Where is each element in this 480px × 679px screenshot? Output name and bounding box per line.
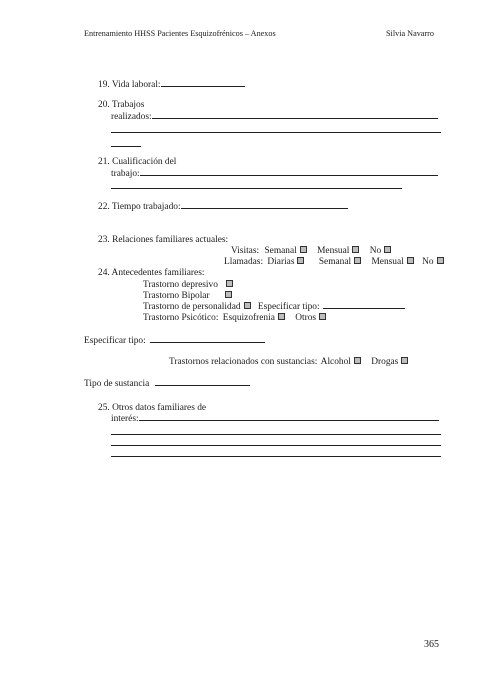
especificar-tipo-label: Especificar tipo: — [257, 302, 320, 312]
q20-row — [111, 113, 438, 122]
q19-label: 19. Vida laboral: — [98, 80, 161, 90]
tipo-sustancia-field[interactable] — [155, 384, 250, 386]
q25-label: 25. Otros datos familiares de — [98, 403, 207, 413]
llamadas-semanal-label: Semanal — [318, 257, 352, 267]
q20-field-1[interactable] — [152, 117, 438, 119]
drogas-label: Drogas — [371, 357, 399, 367]
sustancias-label: Trastornos relacionados con sustancias: — [169, 357, 318, 367]
q21-field-1[interactable] — [140, 174, 438, 176]
q19-field[interactable] — [161, 85, 245, 87]
llamadas-mensual-checkbox[interactable] — [407, 257, 414, 264]
depresivo-label: Trastorno depresivo — [143, 280, 218, 290]
q25-field-2[interactable] — [111, 434, 441, 435]
visitas-mensual-checkbox[interactable] — [352, 246, 359, 253]
q22-label: 22. Tiempo trabajado: — [98, 202, 181, 212]
personalidad-label: Trastorno de personalidad — [143, 302, 241, 312]
visitas-no-checkbox[interactable] — [384, 246, 391, 253]
q25-row — [111, 415, 439, 424]
especificar-tipo-field[interactable] — [323, 307, 405, 309]
visitas-semanal-checkbox[interactable] — [300, 246, 307, 253]
especificar-label: Especificar tipo: — [84, 336, 146, 346]
depresivo-checkbox[interactable] — [226, 280, 233, 287]
q21-label: 21. Cualificación del — [98, 157, 177, 167]
q24-psicotico-row — [143, 314, 326, 323]
llamadas-no-label: No — [422, 257, 434, 267]
otros-label: Otros — [295, 313, 317, 323]
visitas-semanal-label: Semanal — [264, 246, 297, 256]
drogas-checkbox[interactable] — [401, 357, 408, 364]
header-left: Entrenamiento HHSS Pacientes Esquizofrénicos – Anexos — [84, 29, 276, 38]
q24-bipolar-row — [143, 292, 232, 301]
psicotico-label: Trastorno Psicótico: — [143, 313, 219, 323]
visitas-no-label: No — [369, 246, 382, 256]
q24-depresivo-row — [143, 281, 233, 290]
llamadas-no-checkbox[interactable] — [437, 257, 444, 264]
bipolar-checkbox[interactable] — [225, 291, 232, 298]
q20-field-2[interactable] — [111, 132, 441, 133]
q21-row — [111, 170, 438, 179]
tipo-sustancia-row — [84, 380, 250, 389]
page-number: 365 — [424, 639, 439, 650]
q19-row — [98, 81, 245, 90]
q22-field[interactable] — [181, 207, 348, 209]
q20-label: 20. Trabajos — [98, 100, 145, 110]
otros-checkbox[interactable] — [319, 313, 326, 320]
llamadas-diarias-label: Diarias — [267, 257, 295, 267]
visitas-row — [231, 247, 391, 256]
q22-row — [98, 203, 348, 212]
q25-field-3[interactable] — [111, 445, 441, 446]
esquizofrenia-label: Esquizofrenia — [222, 313, 275, 323]
q21-field-2[interactable] — [111, 188, 402, 189]
tipo-sustancia-label: Tipo de sustancia — [84, 379, 150, 389]
q25-field-1[interactable] — [139, 419, 439, 421]
q23-label: 23. Relaciones familiares actuales: — [98, 235, 229, 245]
sustancias-row — [169, 358, 408, 367]
llamadas-row — [224, 258, 444, 267]
q25-sub-label: interés: — [111, 414, 139, 424]
header-right: Silvia Navarro — [386, 29, 434, 38]
q20-field-3[interactable] — [111, 146, 141, 147]
personalidad-checkbox[interactable] — [244, 302, 251, 309]
esquizofrenia-checkbox[interactable] — [278, 313, 285, 320]
alcohol-checkbox[interactable] — [354, 357, 361, 364]
especificar-row — [84, 337, 265, 346]
llamadas-semanal-checkbox[interactable] — [354, 257, 361, 264]
llamadas-mensual-label: Mensual — [371, 257, 404, 267]
q21-sub-label: trabajo: — [111, 169, 140, 179]
llamadas-label: Llamadas: — [224, 257, 264, 267]
q25-field-4[interactable] — [111, 456, 441, 457]
bipolar-label: Trastorno Bipolar — [143, 291, 210, 301]
q20-sub-label: realizados: — [111, 112, 152, 122]
q24-personalidad-row — [143, 303, 405, 312]
especificar-field[interactable] — [150, 341, 265, 343]
visitas-mensual-label: Mensual — [317, 246, 350, 256]
alcohol-label: Alcohol — [320, 357, 351, 367]
visitas-label: Visitas: — [231, 246, 260, 256]
q24-label: 24. Antecedentes familiares: — [98, 268, 205, 278]
llamadas-diarias-checkbox[interactable] — [297, 257, 304, 264]
